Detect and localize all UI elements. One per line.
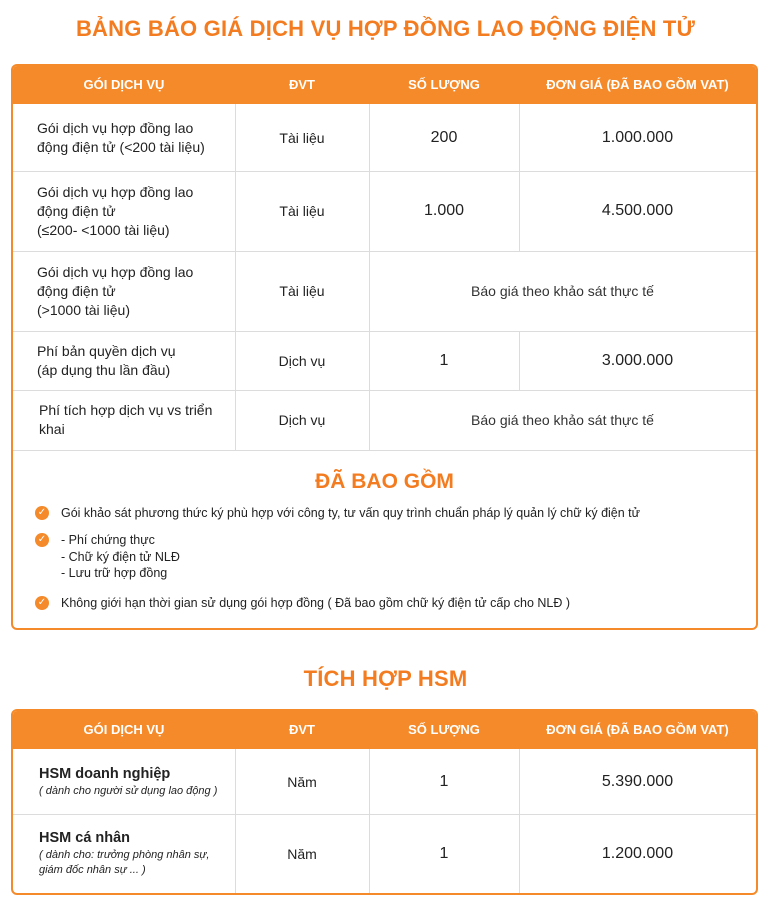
hsm-header-quantity: SỐ LƯỢNG — [408, 722, 480, 737]
table-row-5-name: Phí tích hợp dịch vụ vs triển khai — [39, 402, 213, 437]
table-row-5-note: Báo giá theo khảo sát thực tế — [471, 412, 654, 428]
table-header — [13, 66, 756, 104]
table-row-2-price: 4.500.000 — [601, 202, 674, 219]
table-row-4-price: 3.000.000 — [601, 351, 674, 369]
check-circle-icon: ✓ — [35, 506, 49, 520]
pricing-title: BẢNG BÁO GIÁ DỊCH VỤ HỢP ĐỒNG LAO ĐỘNG ĐIỆN TỬ — [75, 16, 696, 41]
hsm-row-1-unit: Năm — [287, 773, 317, 790]
table-row-3-name: Gói dịch vụ hợp đồng lao động điện tử (>1000 tài liệu) — [37, 263, 194, 318]
header-price: ĐƠN GIÁ (ĐÃ BAO GỒM VAT) — [546, 77, 729, 92]
table-row-5-unit: Dịch vụ — [278, 412, 326, 428]
table-row-1-name: Gói dịch vụ hợp đồng lao động điện tử (<200 tài liệu) — [37, 119, 205, 155]
included-item-3: Không giới hạn thời gian sử dụng gói hợp đồng ( Đã bao gồm chữ ký điện tử cấp cho NLĐ ) — [61, 596, 571, 610]
table-row-1-unit: Tài liệu — [279, 129, 325, 146]
hsm-row-2-price: 1.200.000 — [601, 844, 674, 862]
included-item-1: Gói khảo sát phương thức ký phù hợp với công ty, tư vấn quy trình chuẩn pháp lý quản lý chữ ký điện tử — [61, 506, 641, 520]
hsm-row-2-name: HSM cá nhân ( dành cho: trưởng phòng nhân sự, giám đốc nhân sự ... ) — [39, 830, 210, 876]
included-item-2: - Phí chứng thực - Chữ ký điện tử NLĐ - Lưu trữ hợp đồng — [61, 533, 180, 580]
hsm-table — [11, 709, 758, 895]
hsm-header-package: GÓI DỊCH VỤ — [83, 722, 165, 737]
table-row-1-price: 1.000.000 — [601, 128, 674, 146]
hsm-row-1-name: HSM doanh nghiệp ( dành cho người sử dụng lao động ) — [39, 765, 218, 797]
table-row-1-qty: 200 — [430, 128, 458, 146]
hsm-row-2-unit: Năm — [287, 845, 317, 862]
check-circle-icon: ✓ — [35, 533, 49, 547]
header-quantity: SỐ LƯỢNG — [408, 77, 480, 92]
hsm-row-2-qty: 1 — [439, 844, 449, 862]
included-title: ĐÃ BAO GỒM — [315, 470, 454, 493]
check-circle-icon: ✓ — [35, 596, 49, 610]
hsm-title: TÍCH HỢP HSM — [303, 666, 468, 691]
table-row-2-unit: Tài liệu — [279, 203, 325, 219]
table-row-3-note: Báo giá theo khảo sát thực tế — [471, 283, 654, 299]
pricing-table — [11, 64, 758, 630]
hsm-row-1-qty: 1 — [439, 772, 449, 790]
header-unit: ĐVT — [289, 77, 315, 92]
hsm-header-price: ĐƠN GIÁ (ĐÃ BAO GỒM VAT) — [546, 722, 729, 737]
header-package: GÓI DỊCH VỤ — [83, 77, 165, 92]
hsm-row-1-price: 5.390.000 — [601, 772, 674, 790]
table-row-4-name: Phí bản quyền dịch vụ (áp dụng thu lần đầu) — [37, 342, 176, 378]
hsm-table-header — [13, 711, 756, 749]
table-row-4-unit: Dịch vụ — [278, 352, 326, 369]
table-row-4-qty: 1 — [439, 351, 449, 369]
table-row-3-unit: Tài liệu — [279, 283, 325, 299]
table-row-2-qty: 1.000 — [423, 202, 465, 219]
table-row-2-name: Gói dịch vụ hợp đồng lao động điện tử (≤200- <1000 tài liệu) — [37, 183, 194, 238]
hsm-header-unit: ĐVT — [289, 722, 315, 737]
